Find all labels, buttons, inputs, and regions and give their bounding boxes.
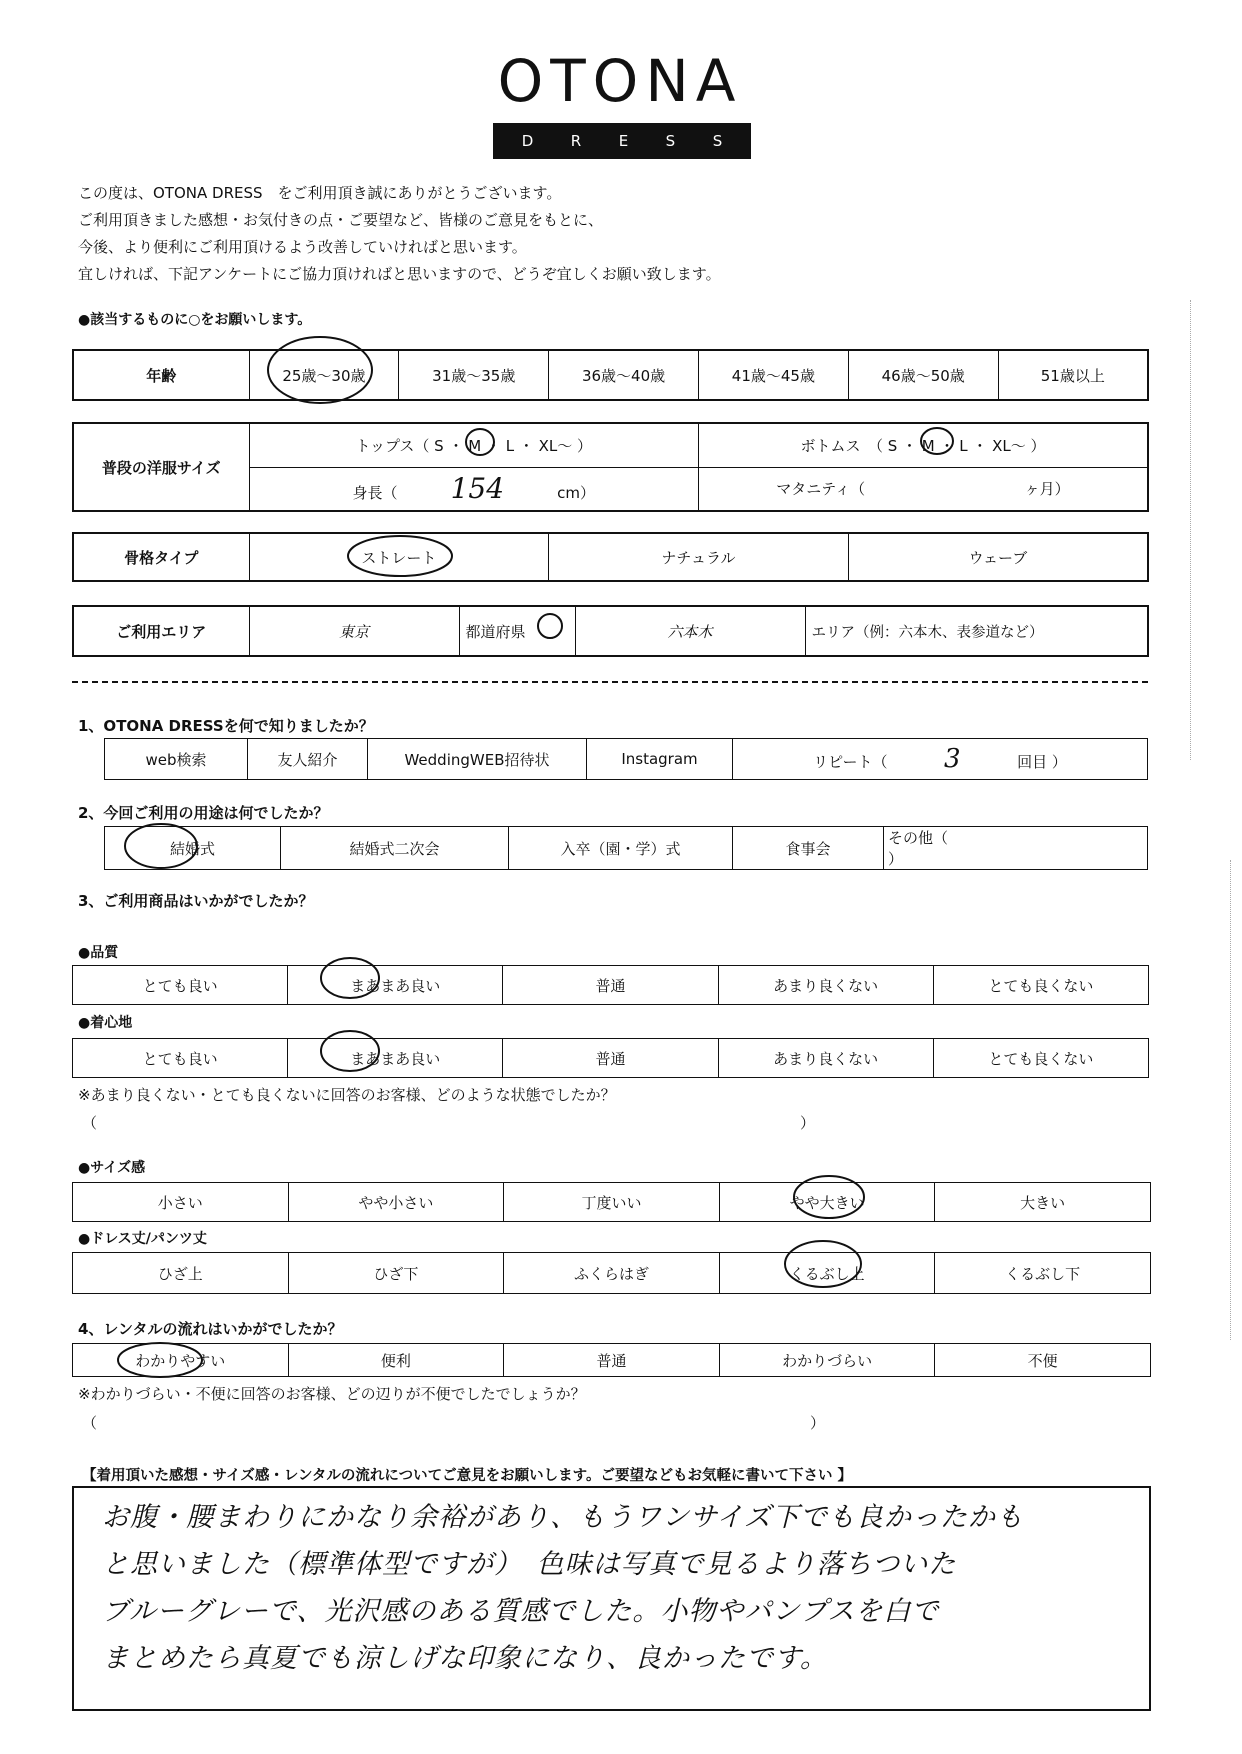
comfort-option[interactable]: 普通 — [503, 1039, 718, 1078]
height-value: 154 — [450, 472, 505, 506]
length-option[interactable]: くるぶし上 — [719, 1253, 935, 1294]
length-option[interactable]: ひざ下 — [288, 1253, 504, 1294]
q4-title: 4、レンタルの流れはいかがでしたか？ — [78, 1320, 343, 1338]
area-value[interactable]: 六本木 — [575, 606, 805, 656]
fit-option[interactable]: 丁度いい — [504, 1183, 720, 1222]
q4-option[interactable]: 不便 — [935, 1344, 1151, 1377]
q2-option[interactable]: 結婚式二次会 — [281, 827, 509, 870]
prefecture-suffix: 都道府県 — [459, 606, 575, 656]
q1-option[interactable]: WeddingWEB招待状 — [368, 739, 587, 780]
comfort-option[interactable]: まあまあ良い — [288, 1039, 503, 1078]
intro-line: 宜しければ、下記アンケートにご協力頂ければと思いますので、どうぞ宜しくお願い致します。 — [78, 265, 721, 283]
quality-option[interactable]: とても良くない — [933, 966, 1148, 1005]
q4-option[interactable]: 普通 — [504, 1344, 720, 1377]
tops-size-field[interactable]: トップス（ S ・ M ・ L ・ XL～ ） — [249, 423, 699, 467]
repeat-label: リピート（ — [813, 753, 888, 771]
quality-option[interactable]: あまり良くない — [718, 966, 933, 1005]
quality-option[interactable]: まあまあ良い — [288, 966, 503, 1005]
length-label: ●ドレス丈/パンツ丈 — [78, 1231, 207, 1247]
q1-option[interactable]: 友人紹介 — [248, 739, 368, 780]
circle-mark-prefecture — [538, 614, 562, 638]
body-type-label: 骨格タイプ — [73, 533, 249, 581]
quality-option[interactable]: 普通 — [503, 966, 718, 1005]
other-label: その他（ — [888, 829, 949, 847]
q4-option[interactable]: わかりやすい — [73, 1344, 289, 1377]
age-option[interactable]: 46歳～50歳 — [848, 350, 998, 400]
intro-line: 今後、より便利にご利用頂けるよう改善していければと思います。 — [78, 238, 527, 256]
q2-title: 2、今回ご利用の用途は何でしたか？ — [78, 804, 329, 822]
q2-option[interactable]: 食事会 — [733, 827, 884, 870]
q1-option[interactable]: web検索 — [105, 739, 248, 780]
length-option[interactable]: ふくらはぎ — [504, 1253, 720, 1294]
age-option[interactable]: 25歳～30歳 — [249, 350, 399, 400]
bottoms-size-field[interactable]: ボトムス （ S ・ M ・ L ・ XL～ ） — [699, 423, 1149, 467]
length-option[interactable]: くるぶし下 — [935, 1253, 1151, 1294]
prefecture-value[interactable]: 東京 — [249, 606, 459, 656]
comfort-note: ※あまり良くない・とても良くないに回答のお客様、どのような状態でしたか？ — [78, 1086, 616, 1104]
body-type-option[interactable]: ウェーブ — [848, 533, 1148, 581]
logo-letter: R — [570, 132, 582, 150]
circle-mark-body-type — [348, 536, 452, 576]
q2-option[interactable]: 結婚式 — [105, 827, 281, 870]
circle-mark-comfort — [321, 1031, 379, 1071]
comfort-paren-close: ） — [800, 1114, 816, 1132]
age-option[interactable]: 31歳～35歳 — [399, 350, 549, 400]
logo-otona: OTONA — [497, 47, 743, 115]
q4-paren-open: （ — [82, 1414, 98, 1432]
q4-note: ※わかりづらい・不便に回答のお客様、どの辺りが不便でしたでしょうか？ — [78, 1385, 586, 1403]
quality-option[interactable]: とても良い — [73, 966, 288, 1005]
circle-mark-age — [268, 337, 372, 403]
length-option[interactable]: ひざ上 — [73, 1253, 289, 1294]
comfort-option[interactable]: とても良い — [73, 1039, 288, 1078]
body-type-option[interactable]: ナチュラル — [549, 533, 849, 581]
circle-mark-tops — [466, 429, 494, 455]
area-suffix: エリア（例：六本木、表参道など） — [805, 606, 1148, 656]
logo-letter: S — [665, 132, 676, 150]
age-label: 年齢 — [73, 350, 249, 400]
q1-option[interactable]: Instagram — [587, 739, 733, 780]
fit-option[interactable]: やや大きい — [719, 1183, 935, 1222]
comment-heading: 【着用頂いた感想・サイズ感・レンタルの流れについてご意見をお願いします。ご要望などもお気軽に書いて下さい 】 — [82, 1468, 852, 1484]
intro-line: ご利用頂きました感想・お気付きの点・ご要望など、皆様のご意見をもとに、 — [78, 211, 604, 229]
q1-title: 1、OTONA DRESSを何で知りましたか？ — [78, 717, 374, 735]
comment-line: お腹・腰まわりにかなり余裕があり、もうワンサイズ下でも良かったかも — [102, 1502, 1024, 1533]
comment-line: ブルーグレーで、光沢感のある質感でした。小物やパンプスを白で — [102, 1596, 940, 1627]
fit-option[interactable]: やや小さい — [288, 1183, 504, 1222]
q4-option[interactable]: わかりづらい — [719, 1344, 935, 1377]
maternity-label: マタニティ（ — [776, 480, 866, 499]
area-label: ご利用エリア — [73, 606, 249, 656]
circle-mark-quality — [321, 958, 379, 998]
logo-letter: E — [618, 132, 629, 150]
comment-line: と思いました（標準体型ですが） 色味は写真で見るより落ちついた — [102, 1549, 957, 1580]
intro-line: この度は、OTONA DRESS をご利用頂き誠にありがとうございます。 — [78, 184, 562, 202]
quality-label: ●品質 — [78, 945, 119, 961]
age-option[interactable]: 51歳以上 — [998, 350, 1148, 400]
q4-paren-close: ） — [810, 1414, 826, 1432]
q3-title: 3、ご利用商品はいかがでしたか？ — [78, 892, 314, 910]
q4-option[interactable]: 便利 — [288, 1344, 504, 1377]
fit-option[interactable]: 大きい — [935, 1183, 1151, 1222]
logo-letter: S — [712, 132, 723, 150]
comfort-option[interactable]: とても良くない — [933, 1039, 1148, 1078]
circle-mark-length — [785, 1241, 861, 1287]
age-option[interactable]: 36歳～40歳 — [549, 350, 699, 400]
maternity-unit: ヶ月） — [1024, 480, 1070, 499]
comfort-option[interactable]: あまり良くない — [718, 1039, 933, 1078]
q2-option[interactable]: 入卒（園・学）式 — [509, 827, 733, 870]
age-option[interactable]: 41歳～45歳 — [698, 350, 848, 400]
other-close: ） — [888, 850, 904, 868]
height-unit: cm） — [557, 484, 595, 503]
circle-mark-bottoms — [921, 428, 953, 454]
size-label: 普段の洋服サイズ — [73, 423, 249, 511]
body-type-option[interactable]: ストレート — [249, 533, 549, 581]
repeat-value: 3 — [944, 744, 961, 774]
fit-label: ●サイズ感 — [78, 1160, 146, 1176]
height-label: 身長（ — [352, 484, 398, 503]
comfort-label: ●着心地 — [78, 1015, 133, 1031]
comfort-paren-open: （ — [82, 1114, 98, 1132]
circle-mark-fit — [794, 1176, 864, 1218]
fit-option[interactable]: 小さい — [73, 1183, 289, 1222]
comment-line: まとめたら真夏でも涼しげな印象になり、良かったです。 — [102, 1643, 828, 1674]
logo-letter: D — [521, 132, 534, 150]
repeat-unit: 回目 ） — [1017, 753, 1067, 771]
circle-mark-purpose — [125, 824, 197, 868]
instruction: ●該当するものに○をお願いします。 — [78, 312, 312, 328]
circle-mark-flow — [118, 1343, 202, 1377]
